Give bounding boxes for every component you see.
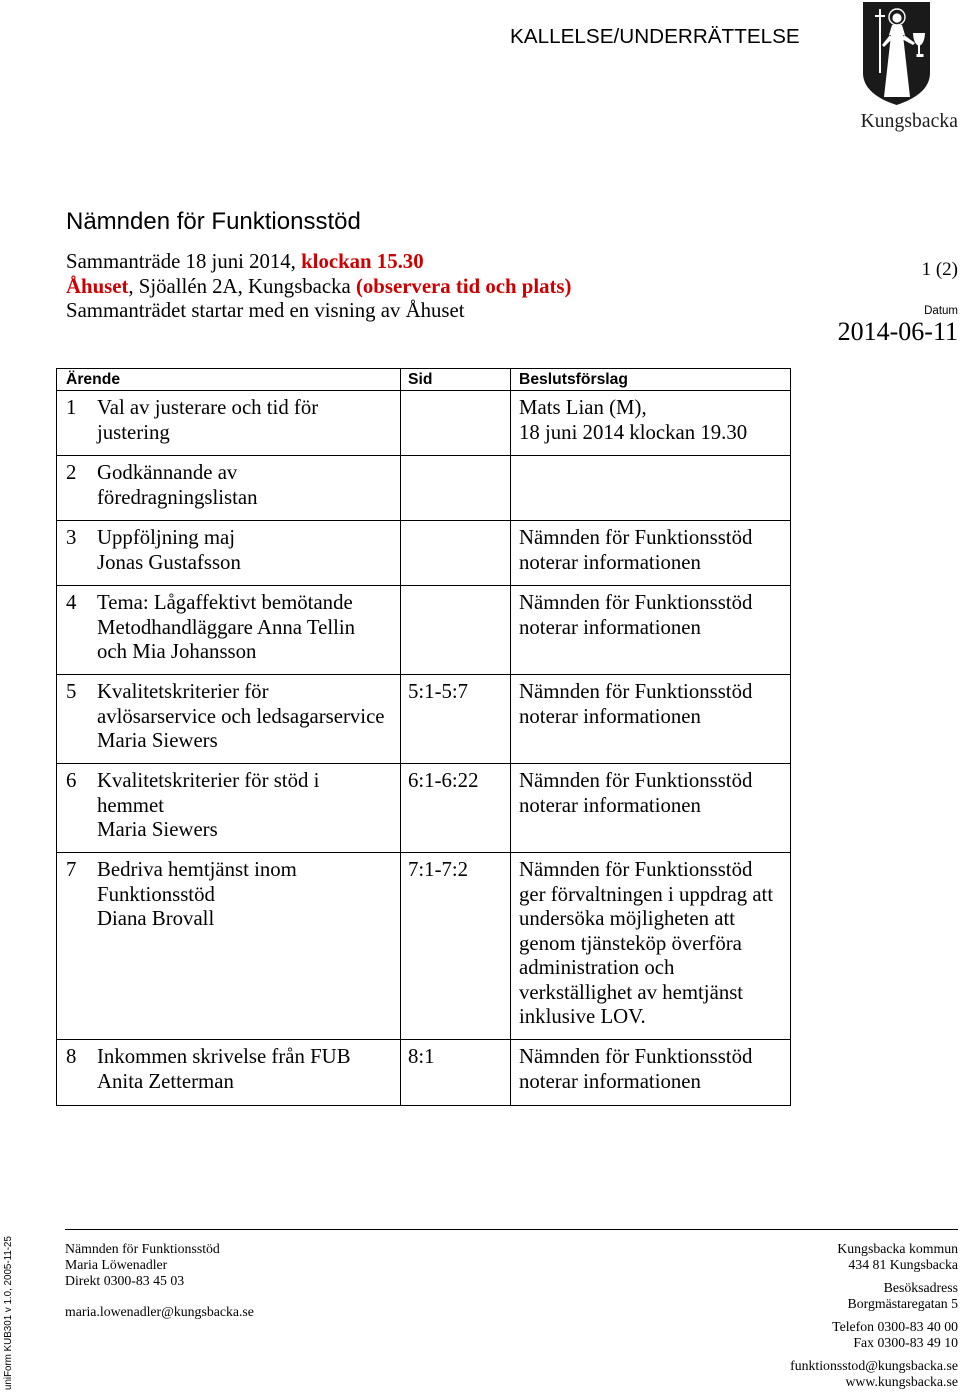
- item-cell: [57, 521, 401, 585]
- item-number: 2: [66, 461, 77, 484]
- footer-organization: [790, 1241, 958, 1397]
- item-pages: 7:1-7:2: [401, 853, 511, 1039]
- agenda-row: [57, 853, 790, 1040]
- item-presenter: Maria Siewers: [97, 818, 218, 841]
- item-pages: [401, 521, 511, 585]
- item-cell: [57, 1040, 401, 1105]
- proposal-line: noterar informationen: [519, 1069, 701, 1093]
- item-pages: 8:1: [401, 1040, 511, 1105]
- agenda-header-row: [57, 369, 790, 391]
- item-proposal: [511, 391, 790, 455]
- item-title-line: Kvalitetskriterier för: [97, 680, 269, 703]
- item-title-line: föredragningslistan: [97, 485, 258, 509]
- item-presenter: Maria Siewers: [97, 729, 218, 752]
- proposal-line: Mats Lian (M),: [519, 396, 647, 419]
- item-cell: [57, 391, 401, 455]
- item-presenter: och Mia Johansson: [97, 640, 257, 663]
- item-title-line: Funktionsstöd: [97, 882, 215, 906]
- proposal-line: noterar informationen: [519, 615, 701, 639]
- footer-line: Telefon 0300-83 40 00: [832, 1319, 958, 1334]
- agenda-row: [57, 764, 790, 853]
- proposal-line: Nämnden för Funktionsstöd: [519, 769, 753, 792]
- footer-line: Kungsbacka kommun: [837, 1241, 958, 1256]
- item-title-line: Bedriva hemtjänst inom: [97, 858, 297, 881]
- item-proposal: [511, 586, 790, 674]
- proposal-line: noterar informationen: [519, 550, 701, 574]
- item-title: [97, 769, 319, 852]
- committee-title: Nämnden för Funktionsstöd: [66, 208, 361, 235]
- item-proposal: [511, 1040, 790, 1105]
- item-cell: [57, 675, 401, 763]
- item-title-line: Inkommen skrivelse från FUB: [97, 1045, 351, 1068]
- proposal-line: Nämnden för Funktionsstöd: [519, 591, 753, 614]
- meeting-date-text: Sammanträde 18 juni 2014,: [66, 250, 302, 273]
- agenda-row: [57, 521, 790, 586]
- proposal-line: Nämnden för Funktionsstöd: [519, 680, 753, 703]
- item-title: [97, 680, 385, 763]
- item-number: 8: [66, 1045, 77, 1068]
- meeting-note: (observera tid och plats): [355, 274, 572, 298]
- page-number: 1 (2): [921, 259, 958, 280]
- agenda-row: [57, 391, 790, 456]
- item-pages: [401, 456, 511, 520]
- item-title-line: avlösarservice och ledsagarservice: [97, 704, 385, 728]
- item-number: 6: [66, 769, 77, 792]
- proposal-line: Nämnden för Funktionsstöd: [519, 1045, 753, 1068]
- item-title-line: hemmet: [97, 793, 164, 817]
- item-proposal: [511, 675, 790, 763]
- item-number: 5: [66, 680, 77, 703]
- footer-phone-fax: [790, 1319, 958, 1351]
- document-type-title: KALLELSE/UNDERRÄTTELSE: [510, 25, 800, 48]
- proposal-line: undersöka möjligheten att: [519, 907, 736, 930]
- item-title-line: Tema: Lågaffektivt bemötande: [97, 591, 353, 614]
- coat-of-arms-icon: [862, 1, 932, 106]
- proposal-line: noterar informationen: [519, 793, 701, 817]
- item-title-line: Kvalitetskriterier för stöd i: [97, 769, 320, 792]
- proposal-line: Nämnden för Funktionsstöd: [519, 858, 753, 881]
- item-number: 4: [66, 591, 77, 614]
- item-number: 7: [66, 858, 77, 881]
- proposal-line: inklusive LOV.: [519, 1005, 646, 1028]
- agenda-table: [56, 368, 791, 1106]
- item-title-line: justering: [97, 420, 170, 444]
- footer-line: funktionsstod@kungsbacka.se: [790, 1358, 958, 1373]
- footer-web-email: [790, 1358, 958, 1390]
- item-number: 1: [66, 396, 77, 419]
- item-pages: 6:1-6:22: [401, 764, 511, 852]
- proposal-line: ger förvaltningen i uppdrag att: [519, 882, 774, 906]
- proposal-line: noterar informationen: [519, 704, 701, 728]
- item-presenter: Diana Brovall: [97, 907, 215, 930]
- meeting-venue: Åhuset: [66, 274, 129, 298]
- item-proposal: [511, 853, 790, 1039]
- item-proposal: [511, 764, 790, 852]
- item-pages: 5:1-5:7: [401, 675, 511, 763]
- meeting-date-line: [66, 250, 571, 275]
- footer-contact: [65, 1241, 220, 1289]
- logo-wordmark: Kungsbacka: [860, 111, 958, 132]
- agenda-row: [57, 586, 790, 675]
- item-title: [97, 396, 318, 455]
- item-cell: [57, 456, 401, 520]
- footer-postal-address: [790, 1241, 958, 1273]
- item-title: [97, 858, 297, 1039]
- item-proposal: [511, 456, 790, 520]
- item-title-line: Godkännande av: [97, 461, 238, 484]
- header-pages: Sid: [401, 369, 511, 390]
- agenda-row: [57, 675, 790, 764]
- item-title: [97, 1045, 351, 1105]
- item-title-line: Val av justerare och tid för: [97, 396, 319, 419]
- footer-line: Fax 0300-83 49 10: [853, 1335, 958, 1350]
- agenda-row: [57, 456, 790, 521]
- meeting-address: , Sjöallén 2A, Kungsbacka: [128, 274, 356, 298]
- item-pages: [401, 391, 511, 455]
- proposal-line: 18 juni 2014 klockan 19.30: [519, 420, 748, 444]
- footer-divider: [65, 1229, 958, 1230]
- item-presenter: Metodhandläggare Anna Tellin: [97, 615, 356, 639]
- item-title: [97, 461, 258, 520]
- proposal-line: genom tjänsteköp överföra: [519, 931, 742, 955]
- footer-committee: Nämnden för Funktionsstöd: [65, 1241, 220, 1256]
- date-label: Datum: [924, 305, 958, 317]
- form-identifier: uniForm KUB301 v 1.0, 2005-11-25: [3, 1236, 14, 1390]
- item-title-line: Uppföljning maj: [97, 526, 236, 549]
- item-proposal: [511, 521, 790, 585]
- footer-line: www.kungsbacka.se: [845, 1374, 958, 1389]
- footer-line: Borgmästaregatan 5: [847, 1296, 958, 1311]
- header-item: Ärende: [57, 369, 401, 390]
- item-title: [97, 591, 355, 674]
- header-proposal: Beslutsförslag: [519, 371, 628, 388]
- footer-line: Besöksadress: [883, 1280, 958, 1295]
- document-date: 2014-06-11: [837, 317, 958, 346]
- proposal-line: administration och: [519, 956, 675, 979]
- item-title: [97, 526, 241, 585]
- item-cell: [57, 853, 401, 1039]
- item-pages: [401, 586, 511, 674]
- footer-email: maria.lowenadler@kungsbacka.se: [65, 1304, 254, 1319]
- meeting-details: [66, 250, 571, 324]
- item-cell: [57, 586, 401, 674]
- footer-visiting-address: [790, 1280, 958, 1312]
- item-cell: [57, 764, 401, 852]
- meeting-start-line: Sammanträdet startar med en visning av Åhuset: [66, 299, 465, 322]
- item-presenter: Jonas Gustafsson: [97, 550, 241, 574]
- agenda-row: [57, 1040, 790, 1106]
- footer-direct-phone: Direkt 0300-83 45 03: [65, 1273, 185, 1288]
- proposal-line: Nämnden för Funktionsstöd: [519, 526, 753, 549]
- meeting-time: klockan 15.30: [301, 250, 424, 273]
- item-number: 3: [66, 526, 77, 549]
- meeting-place-line: [66, 275, 571, 300]
- footer-line: 434 81 Kungsbacka: [848, 1257, 958, 1272]
- footer-contact-person: Maria Löwenadler: [65, 1257, 168, 1272]
- item-presenter: Anita Zetterman: [97, 1069, 234, 1093]
- proposal-line: verkställighet av hemtjänst: [519, 980, 744, 1004]
